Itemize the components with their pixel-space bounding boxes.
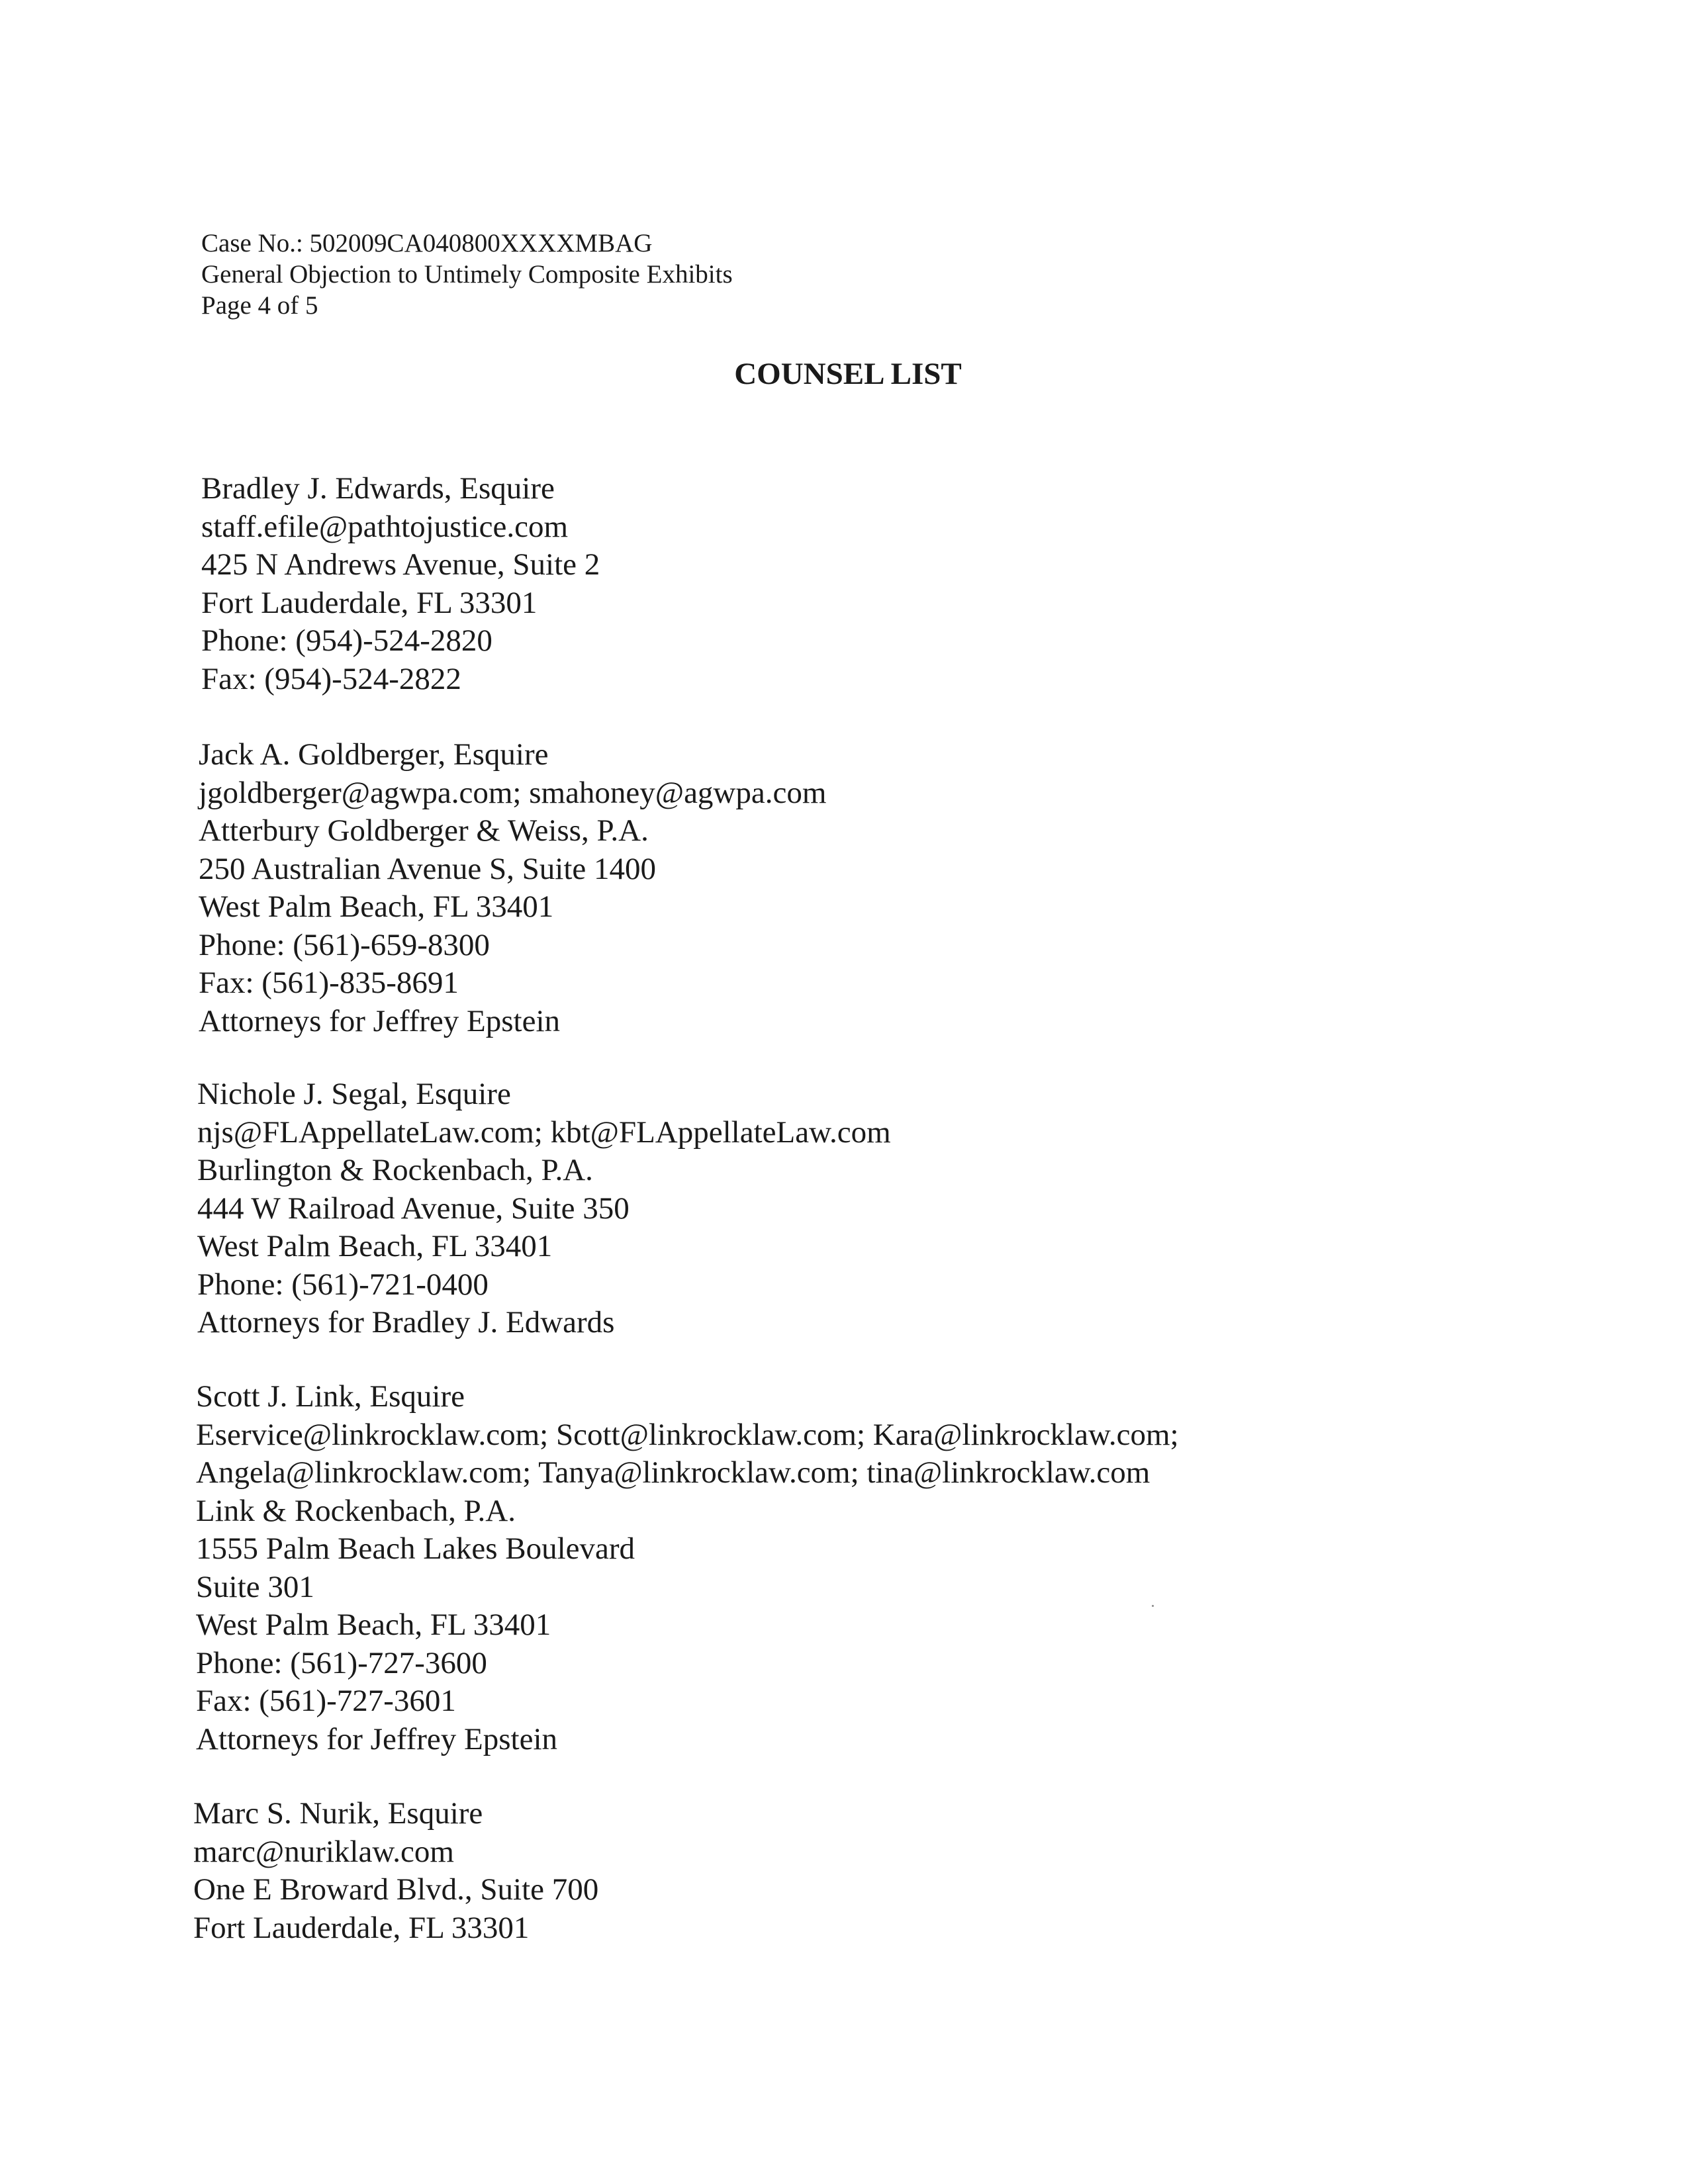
counsel-city: West Palm Beach, FL 33401 — [196, 1608, 551, 1642]
counsel-represents: Attorneys for Bradley J. Edwards — [197, 1305, 615, 1340]
counsel-name: Nichole J. Segal, Esquire — [197, 1077, 511, 1111]
counsel-represents: Attorneys for Jeffrey Epstein — [199, 1003, 561, 1038]
counsel-phone: Phone: (561)-659-8300 — [199, 927, 490, 962]
counsel-entry — [196, 1378, 1179, 1758]
counsel-represents: Attorneys for Jeffrey Epstein — [196, 1721, 558, 1756]
counsel-email: njs@FLAppellateLaw.com; kbt@FLAppellateLaw.com — [197, 1115, 891, 1150]
counsel-email: staff.efile@pathtojustice.com — [201, 509, 569, 544]
counsel-email: marc@nuriklaw.com — [193, 1834, 454, 1869]
counsel-phone: Phone: (561)-721-0400 — [197, 1267, 489, 1302]
counsel-entry — [199, 736, 826, 1040]
counsel-firm: Link & Rockenbach, P.A. — [196, 1493, 516, 1528]
counsel-email-continued: Angela@linkrocklaw.com; Tanya@linkrocklaw.com; tina@linkrocklaw.com — [196, 1455, 1150, 1490]
scan-speck — [1152, 1605, 1154, 1607]
counsel-fax: Fax: (561)-835-8691 — [199, 966, 459, 1000]
counsel-address: 444 W Railroad Avenue, Suite 350 — [197, 1191, 630, 1226]
counsel-email: jgoldberger@agwpa.com; smahoney@agwpa.com — [199, 775, 827, 810]
counsel-city: Fort Lauderdale, FL 33301 — [193, 1910, 530, 1945]
counsel-list-heading — [0, 356, 1688, 392]
counsel-entry — [201, 470, 600, 698]
counsel-suite: Suite 301 — [196, 1569, 314, 1604]
counsel-entry — [197, 1075, 891, 1342]
counsel-email: Eservice@linkrocklaw.com; Scott@linkrocklaw.com; Kara@linkrocklaw.com; — [196, 1417, 1179, 1452]
counsel-firm: Burlington & Rockenbach, P.A. — [197, 1153, 593, 1187]
case-header — [201, 228, 733, 321]
counsel-city: Fort Lauderdale, FL 33301 — [201, 585, 538, 620]
counsel-fax: Fax: (561)-727-3601 — [196, 1684, 456, 1718]
counsel-address: 1555 Palm Beach Lakes Boulevard — [196, 1531, 635, 1566]
counsel-address: One E Broward Blvd., Suite 700 — [193, 1872, 599, 1907]
counsel-name: Bradley J. Edwards, Esquire — [201, 471, 555, 506]
counsel-name: Marc S. Nurik, Esquire — [193, 1796, 483, 1831]
case-number: Case No.: 502009CA040800XXXXMBAG — [201, 229, 653, 257]
document-title: General Objection to Untimely Composite Exhibits — [201, 260, 733, 289]
counsel-name: Jack A. Goldberger, Esquire — [199, 737, 549, 772]
counsel-address: 425 N Andrews Avenue, Suite 2 — [201, 547, 600, 582]
counsel-phone: Phone: (954)-524-2820 — [201, 623, 492, 658]
counsel-list-heading-text: COUNSEL LIST — [734, 357, 962, 391]
counsel-city: West Palm Beach, FL 33401 — [199, 889, 554, 924]
counsel-fax: Fax: (954)-524-2822 — [201, 661, 461, 696]
counsel-name: Scott J. Link, Esquire — [196, 1379, 465, 1414]
counsel-firm: Atterbury Goldberger & Weiss, P.A. — [199, 813, 649, 848]
counsel-city: West Palm Beach, FL 33401 — [197, 1229, 553, 1263]
counsel-phone: Phone: (561)-727-3600 — [196, 1645, 487, 1680]
counsel-address: 250 Australian Avenue S, Suite 1400 — [199, 851, 657, 886]
page-number: Page 4 of 5 — [201, 291, 318, 320]
counsel-entry — [193, 1795, 598, 1947]
